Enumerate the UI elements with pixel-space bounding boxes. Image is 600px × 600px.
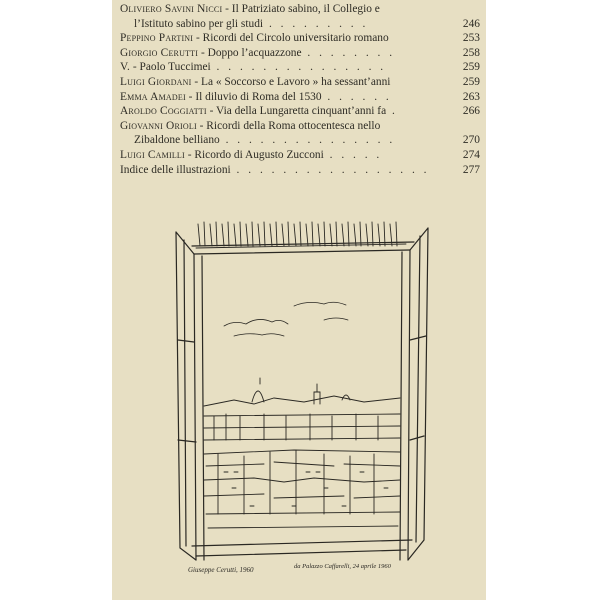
toc-title: - Paolo Tuccimei [130, 61, 211, 74]
toc-page-number: 253 [462, 32, 480, 45]
toc-title: - Ricordo di Augusto Zucconi [184, 148, 324, 161]
toc-title: - Via della Lungaretta cinquant’anni fa [206, 105, 387, 118]
toc-title: - Il Patriziato sabino, il Collegio e [222, 3, 380, 15]
toc-title: - Il diluvio di Roma del 1530 [185, 90, 322, 103]
city-skyline [204, 378, 400, 528]
toc-entry [120, 75, 482, 90]
book-page [112, 0, 486, 600]
toc-title: Indice delle illustrazioni [120, 163, 231, 176]
toc-title: - Ricordi del Circolo universitario romano [193, 32, 389, 45]
sketch-inscription: da Palazzo Caffarelli, 24 aprile 1960 [294, 563, 391, 570]
toc-title-line2: Zibaldone belliano [134, 134, 220, 147]
sky-clouds [224, 302, 348, 336]
toc-page-number: 259 [462, 75, 480, 88]
toc-leader: . [386, 105, 398, 118]
toc-author: Aroldo Coggiatti [120, 105, 207, 118]
toc-entry [120, 148, 482, 163]
toc-leader: . . . . . [323, 148, 383, 161]
toc-leader: . . . . . . . . . . . . . . . [219, 134, 396, 147]
toc-title-line2: l’Istituto sabino per gli studi [134, 17, 264, 30]
toc-leader: . . . . . . . . . . . . . . . [210, 61, 387, 74]
toc-entry [120, 119, 482, 148]
toc-leader: . . . . . . . . . . . . . . . . . [230, 163, 430, 176]
toc-page-number: 258 [462, 46, 480, 59]
toc-page-number: 277 [462, 163, 480, 176]
artist-signature: Giuseppe Cerutti, 1960 [188, 566, 254, 574]
toc-page-number: 263 [462, 90, 480, 103]
toc-page-number: 266 [462, 105, 480, 118]
toc-page-number: 270 [462, 134, 480, 147]
toc-author: Luigi Giordani [120, 75, 192, 88]
window-frame [176, 228, 428, 560]
toc-author: Oliviero Savini Nicci [120, 3, 223, 15]
toc-author: Luigi Camilli [120, 148, 185, 161]
toc-leader: . . . . . . . . . [263, 17, 369, 30]
toc-leader: . . . . . . [321, 90, 392, 103]
toc-entry [120, 90, 482, 105]
toc-author: Peppino Partini [120, 32, 194, 45]
toc-author: Giovanni Orioli [120, 119, 197, 132]
toc-page-number: 274 [462, 148, 480, 161]
toc-author: Emma Amadei [120, 90, 186, 103]
toc-entry [120, 2, 482, 31]
toc-page-number: 246 [462, 17, 480, 30]
table-of-contents [120, 2, 482, 177]
toc-entry [120, 60, 482, 75]
toc-entry [120, 46, 482, 61]
toc-title: - Doppo l’acquazzone [198, 46, 302, 59]
toc-page-number: 259 [462, 61, 480, 74]
toc-author: V. [120, 61, 131, 74]
window-view-sketch [174, 210, 436, 580]
toc-author: Giorgio Cerutti [120, 46, 199, 59]
toc-entry [120, 163, 482, 178]
toc-title: - La « Soccorso e Lavoro » ha sessant’anni [191, 75, 391, 88]
toc-leader: . . . . . . . . [301, 46, 396, 59]
toc-entry [120, 104, 482, 119]
window-sill [192, 540, 412, 556]
toc-entry [120, 31, 482, 46]
toc-title: - Ricordi della Roma ottocentesca nello [196, 119, 381, 132]
